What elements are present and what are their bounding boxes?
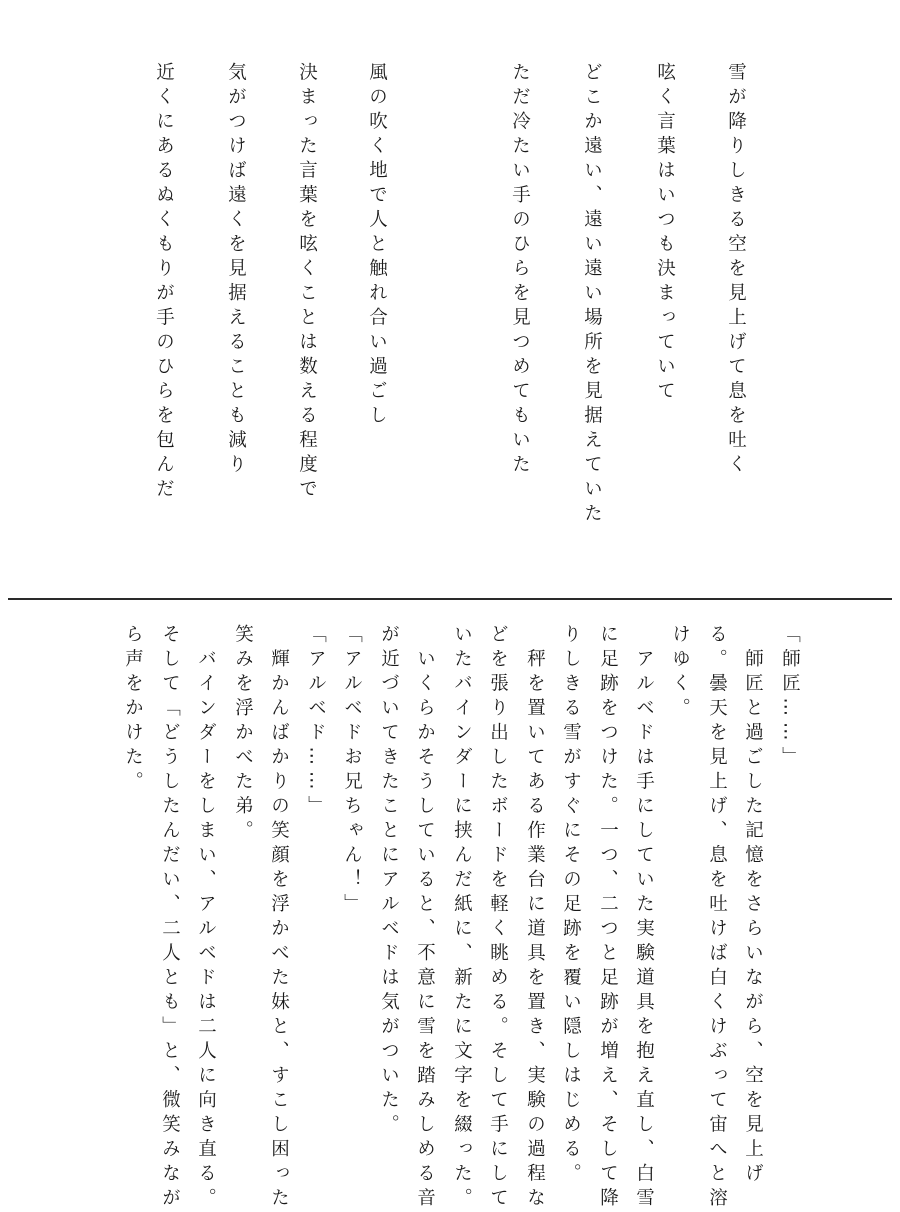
poem-line: 近くにあるぬくもりが手のひらを包んだ <box>153 62 175 503</box>
prose-line: 笑みを浮かべた弟。 <box>232 624 254 845</box>
prose-line: 輝かんばかりの笑顔を浮かべた妹と、すこし困った <box>268 624 290 1212</box>
prose-line: どを張り出したボードを軽く眺める。そして手にして <box>487 624 509 1212</box>
section-divider <box>8 598 892 600</box>
prose-line: 「アルベドお兄ちゃん！」 <box>341 624 363 918</box>
prose-line: る。曇天を見上げ、息を吐けば白くけぶって宙へと溶 <box>706 624 728 1212</box>
prose-line: 「師匠……」 <box>779 624 801 771</box>
prose-line: バインダーをしまい、アルベドは二人に向き直る。 <box>195 624 217 1212</box>
prose-line: いたバインダーに挟んだ紙に、新たに文字を綴った。 <box>451 624 473 1212</box>
poem-line: どこか遠い、遠い遠い場所を見据えていた <box>581 62 603 528</box>
prose-line: そして「どうしたんだい、二人とも」と、微笑みなが <box>159 624 181 1212</box>
prose-line: 「アルベド……」 <box>305 624 327 820</box>
prose-line: が近づいてきたことにアルベドは気がついた。 <box>378 624 400 1139</box>
poem-line: 決まった言葉を呟くことは数える程度で <box>296 62 318 503</box>
poem-line: 呟く言葉はいつも決まっていて <box>654 62 676 405</box>
prose-line: に足跡をつけた。一つ、二つと足跡が増え、そして降 <box>597 624 619 1212</box>
prose-line: 師匠と過ごした記憶をさらいながら、空を見上げ <box>742 624 764 1188</box>
prose-line: いくらかそうしていると、不意に雪を踏みしめる音 <box>414 624 436 1212</box>
poem-line: 風の吹く地で人と触れ合い過ごし <box>366 62 388 430</box>
prose-line: アルベドは手にしていた実験道具を抱え直し、白雪 <box>633 624 655 1212</box>
prose-line: ら声をかけた。 <box>122 624 144 796</box>
prose-line: けゆく。 <box>669 624 691 722</box>
prose-line: りしきる雪がすぐにその足跡を覆い隠しはじめる。 <box>560 624 582 1188</box>
poem-line: 気がつけば遠くを見据えることも減り <box>225 62 247 479</box>
poem-line: ただ冷たい手のひらを見つめてもいた <box>509 62 531 479</box>
poem-line: 雪が降りしきる空を見上げて息を吐く <box>725 62 747 479</box>
prose-line: 秤を置いてある作業台に道具を置き、実験の過程な <box>524 624 546 1212</box>
